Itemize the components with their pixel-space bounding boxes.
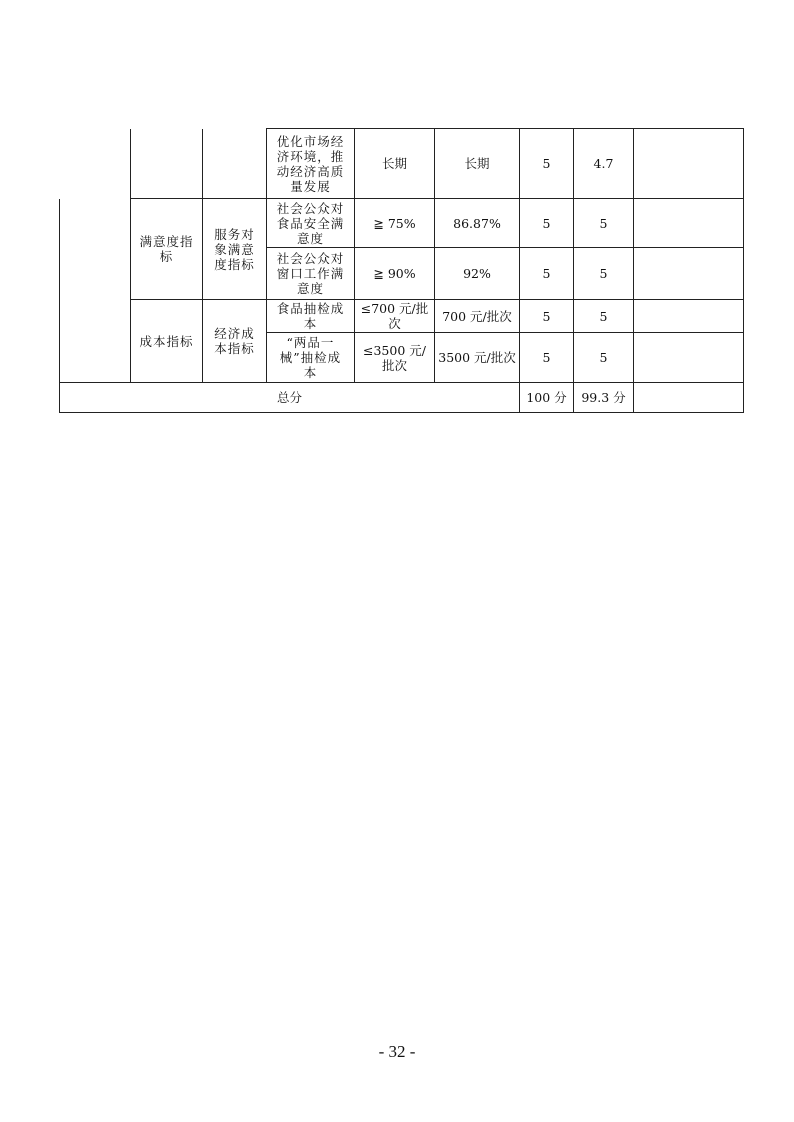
total-weight: 100 分 [520,383,574,413]
level3-cell: 经济成本指标 [203,300,267,383]
annual-target-cell: ≧ 75% [355,199,435,248]
note-cell [634,333,744,383]
table-row [60,199,744,248]
score-cell: 5 [574,199,634,248]
level2-cell: 满意度指标 [131,199,203,300]
level3-cell [203,129,267,199]
weight-cell: 5 [520,199,574,248]
actual-value-cell: 3500 元/批次 [435,333,520,383]
page-number: - 32 - [378,1042,416,1061]
level1-cell [60,129,131,199]
indicator-cell: 食品抽检成本 [267,300,355,333]
actual-value-cell: 700 元/批次 [435,300,520,333]
actual-value-cell: 长期 [435,129,520,199]
table-row [60,129,744,199]
annual-target-cell: ≤700 元/批次 [355,300,435,333]
note-cell [634,129,744,199]
table-row [60,300,744,333]
weight-cell: 5 [520,129,574,199]
level1-cell [60,199,131,383]
level2-cell: 成本指标 [131,300,203,383]
weight-cell: 5 [520,248,574,300]
actual-value-cell: 86.87% [435,199,520,248]
note-cell [634,300,744,333]
indicator-cell: 优化市场经济环境，推动经济高质量发展 [267,129,355,199]
actual-value-cell: 92% [435,248,520,300]
annual-target-cell: ≤3500 元/批次 [355,333,435,383]
indicator-cell: 社会公众对窗口工作满意度 [267,248,355,300]
performance-evaluation-table [59,128,744,413]
level3-cell: 服务对象满意度指标 [203,199,267,300]
total-label: 总分 [60,383,520,413]
score-cell: 4.7 [574,129,634,199]
weight-cell: 5 [520,333,574,383]
score-cell: 5 [574,300,634,333]
total-score: 99.3 分 [574,383,634,413]
level2-cell [131,129,203,199]
note-cell [634,248,744,300]
score-cell: 5 [574,248,634,300]
total-row [60,383,744,413]
weight-cell: 5 [520,300,574,333]
score-cell: 5 [574,333,634,383]
annual-target-cell: ≧ 90% [355,248,435,300]
total-note [634,383,744,413]
indicator-cell: 社会公众对食品安全满意度 [267,199,355,248]
annual-target-cell: 长期 [355,129,435,199]
note-cell [634,199,744,248]
indicator-cell: “两品一械”抽检成本 [267,333,355,383]
